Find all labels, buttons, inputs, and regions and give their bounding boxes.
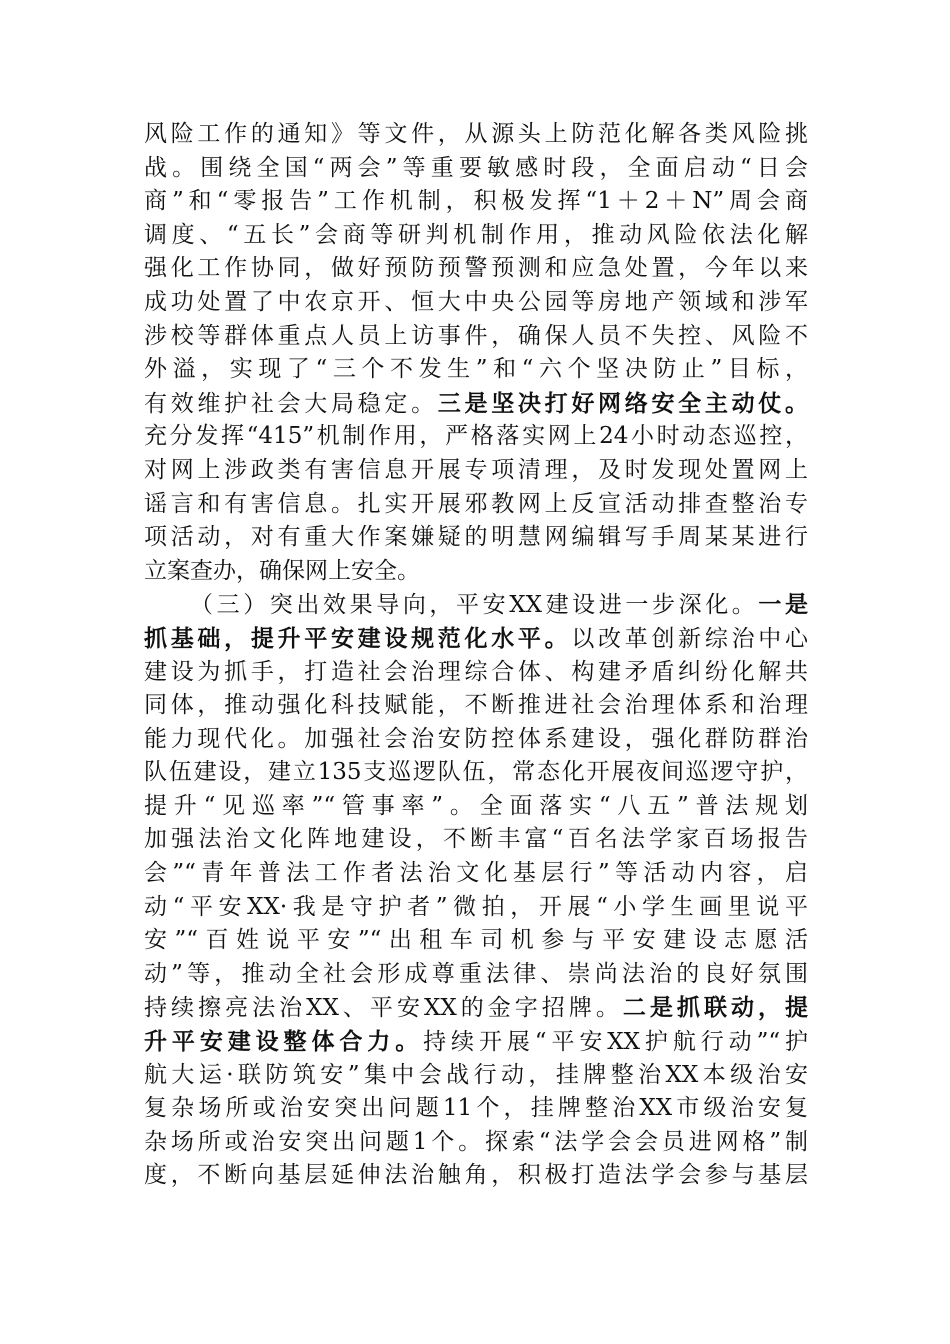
text-line-20: 队伍建设，建立135支巡逻队伍，常态化开展夜间巡逻守护， [144,759,808,786]
bold-heading: 升平安建设整体合力。 [144,1028,424,1056]
text-line-10: 充分发挥“415”机制作用，严格落实网上24小时动态巡控， [144,423,808,450]
text-line-4: 调度、“五长”会商等研判机制作用，推动风险依法化解 [144,221,808,248]
text-line-25: 安”“百姓说平安”“出租车司机参与平安建设志愿活 [144,927,808,954]
text-line-31: 杂场所或治安突出问题1个。探索“法学会会员进网格”制 [144,1128,808,1155]
text-line-16: 抓基础，提升平安建设规范化水平。以改革创新综治中心 [144,624,809,652]
text-line-6: 成功处置了中农京开、恒大中央公园等房地产领域和涉军 [144,288,808,315]
text-line-19: 能力现代化。加强社会治安防控体系建设，强化群防群治 [144,725,808,752]
bold-heading: 三是坚决打好网络安全主动仗。 [437,389,809,417]
text-line-21: 提升“见巡率”“管事率”。全面落实“八五”普法规划 [144,792,808,819]
text-line-26: 动”等，推动全社会形成尊重法律、崇尚法治的良好氛围 [144,960,808,987]
text-line-12: 谣言和有害信息。扎实开展邪教网上反宣活动排查整治专 [144,490,808,517]
document-body [144,118,808,1193]
text-line-9: 有效维护社会大局稳定。三是坚决打好网络安全主动仗。 [144,389,809,417]
text-line-28: 升平安建设整体合力。持续开展“平安XX护航行动”“护 [144,1028,808,1056]
bold-heading: 抓基础，提升平安建设规范化水平。 [144,624,572,652]
text-line-2: 战。围绕全国“两会”等重要敏感时段，全面启动“日会 [144,154,808,181]
section-heading-line [144,588,808,622]
text-line-17: 建设为抓手，打造社会治理综合体、构建矛盾纠纷化解共 [144,658,808,685]
text-line-32: 度，不断向基层延伸法治触角，积极打造法学会参与基层 [144,1162,808,1189]
section-heading: （三）突出效果导向，平安XX建设进一步深化。 [190,592,759,619]
text-line-7: 涉校等群体重点人员上访事件，确保人员不失控、风险不 [144,322,808,349]
text-line-3: 商”和“零报告”工作机制，积极发挥“1＋2＋N”周会商 [144,188,808,215]
text-line-24: 动“平安XX·我是守护者”微拍，开展“小学生画里说平 [144,893,808,920]
text-line-23: 会”“青年普法工作者法治文化基层行”等活动内容，启 [144,860,808,887]
text-line-30: 复杂场所或治安突出问题11个，挂牌整治XX市级治安复 [144,1095,808,1122]
text-line-14: 立案查办，确保网上安全。 [144,557,420,584]
text-line-8: 外溢，实现了“三个不发生”和“六个坚决防止”目标， [144,356,808,383]
text-line-29: 航大运·联防筑安”集中会战行动，挂牌整治XX本级治安 [144,1061,808,1088]
text-line-11: 对网上涉政类有害信息开展专项清理，及时发现处置网上 [144,456,808,483]
text-line-13: 项活动，对有重大作案嫌疑的明慧网编辑写手周某某进行 [144,524,808,551]
bold-heading: 二是抓联动，提 [622,994,809,1022]
text-line-1: 风险工作的通知》等文件，从源头上防范化解各类风险挑 [144,121,808,147]
text-line-5: 强化工作协同，做好预防预警预测和应急处置，今年以来 [144,255,808,282]
text-line-27: 持续擦亮法治XX、平安XX的金字招牌。二是抓联动，提 [144,994,809,1022]
bold-heading: 一是 [758,591,809,619]
text-line-22: 加强法治文化阵地建设，不断丰富“百名法学家百场报告 [144,826,808,853]
text-line-18: 同体，推动强化科技赋能，不断推进社会治理体系和治理 [144,692,808,719]
